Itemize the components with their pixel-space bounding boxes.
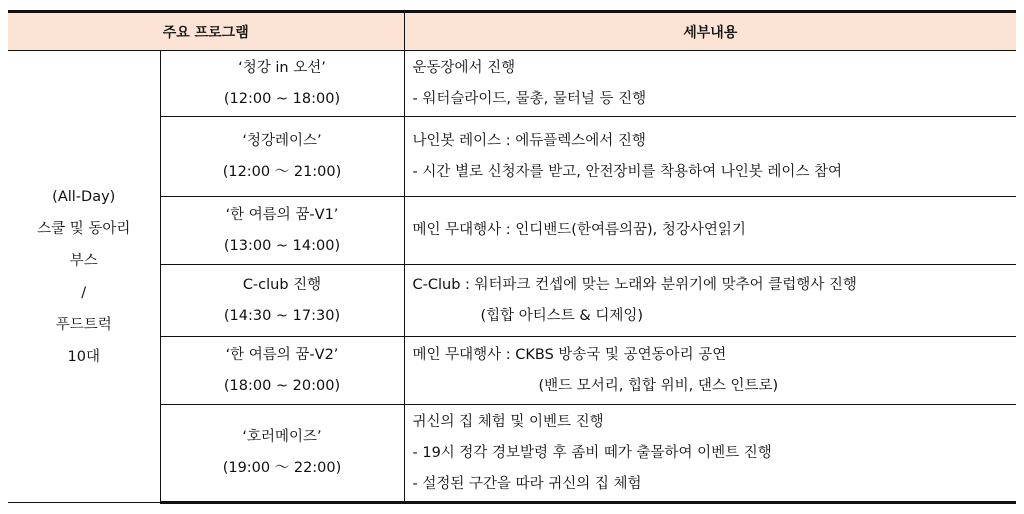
table-row [8, 51, 1016, 117]
program-time: (19:00 ～ 22:00) [222, 460, 342, 476]
detail-line: 나인봇 레이스 : 에듀플렉스에서 진행 [412, 132, 646, 149]
detail-cell [404, 117, 1016, 197]
program-table [8, 10, 1016, 504]
detail-cell [404, 337, 1016, 405]
table-row [8, 405, 1016, 503]
detail-line: C-Club : 워터파크 컨셉에 맞는 노래와 분위기에 맞추어 클럽행사 진행 [412, 276, 857, 293]
table-row [8, 337, 1016, 405]
program-cell [160, 405, 404, 503]
program-name: ‘호러메이즈’ [242, 429, 322, 445]
all-day-label: (All-Day) [52, 188, 116, 205]
detail-line: (힙합 아티스트 & 디제잉) [480, 307, 644, 324]
table-row [8, 265, 1016, 337]
detail-line: 운동장에서 진행 [412, 59, 516, 76]
all-day-cell [8, 51, 160, 503]
program-time: (14:30 ~ 17:30) [223, 307, 341, 324]
table-row [8, 197, 1016, 265]
program-cell [160, 265, 404, 337]
table-row [8, 117, 1016, 197]
count-label: 10대 [67, 348, 100, 365]
detail-line: 메인 무대행사 : 인디밴드(한여름의꿈), 청강사연읽기 [412, 222, 746, 238]
detail-line: 메인 무대행사 : CKBS 방송국 및 공연동아리 공연 [412, 346, 727, 363]
booth-label: 부스 [69, 252, 98, 269]
program-name: C-club 진행 [242, 276, 322, 293]
program-time: (18:00 ~ 20:00) [223, 377, 341, 394]
program-column-header: 주요 프로그램 [8, 12, 404, 51]
program-cell [160, 117, 404, 197]
detail-line: 귀신의 집 체험 및 이벤트 진행 [412, 413, 604, 430]
detail-line: - 시간 별로 신청자를 받고, 안전장비를 착용하여 나인봇 레이스 참여 [412, 163, 843, 180]
separator-label: / [81, 284, 87, 301]
detail-line: - 설정된 구간을 따라 귀신의 집 체험 [412, 475, 642, 492]
detail-line: - 19시 정각 경보발령 후 좀비 떼가 출몰하여 이벤트 진행 [412, 444, 772, 461]
detail-line: (밴드 모서리, 힙합 위비, 댄스 인트로) [538, 377, 779, 394]
program-name: ‘한 여름의 꿈-V1’ [225, 206, 339, 223]
program-name: ‘청강레이스’ [242, 132, 322, 149]
detail-cell [404, 51, 1016, 117]
program-name: ‘청강 in 오션’ [238, 59, 326, 76]
detail-cell [404, 197, 1016, 265]
club-booth-label: 스쿨 및 동아리 [37, 220, 131, 237]
detail-cell [404, 265, 1016, 337]
food-truck-label: 푸드트럭 [55, 316, 112, 333]
program-time: (12:00 ~ 18:00) [223, 90, 341, 107]
program-cell [160, 197, 404, 265]
details-column-header: 세부내용 [404, 12, 1016, 51]
program-time: (13:00 ~ 14:00) [223, 237, 341, 254]
table-header-row [8, 12, 1016, 51]
program-name: ‘한 여름의 꿈-V2’ [225, 346, 339, 363]
program-cell [160, 337, 404, 405]
detail-cell [404, 405, 1016, 503]
program-cell [160, 51, 404, 117]
program-time: (12:00 ～ 21:00) [222, 163, 342, 180]
detail-line: - 워터슬라이드, 물총, 물터널 등 진행 [412, 90, 647, 107]
